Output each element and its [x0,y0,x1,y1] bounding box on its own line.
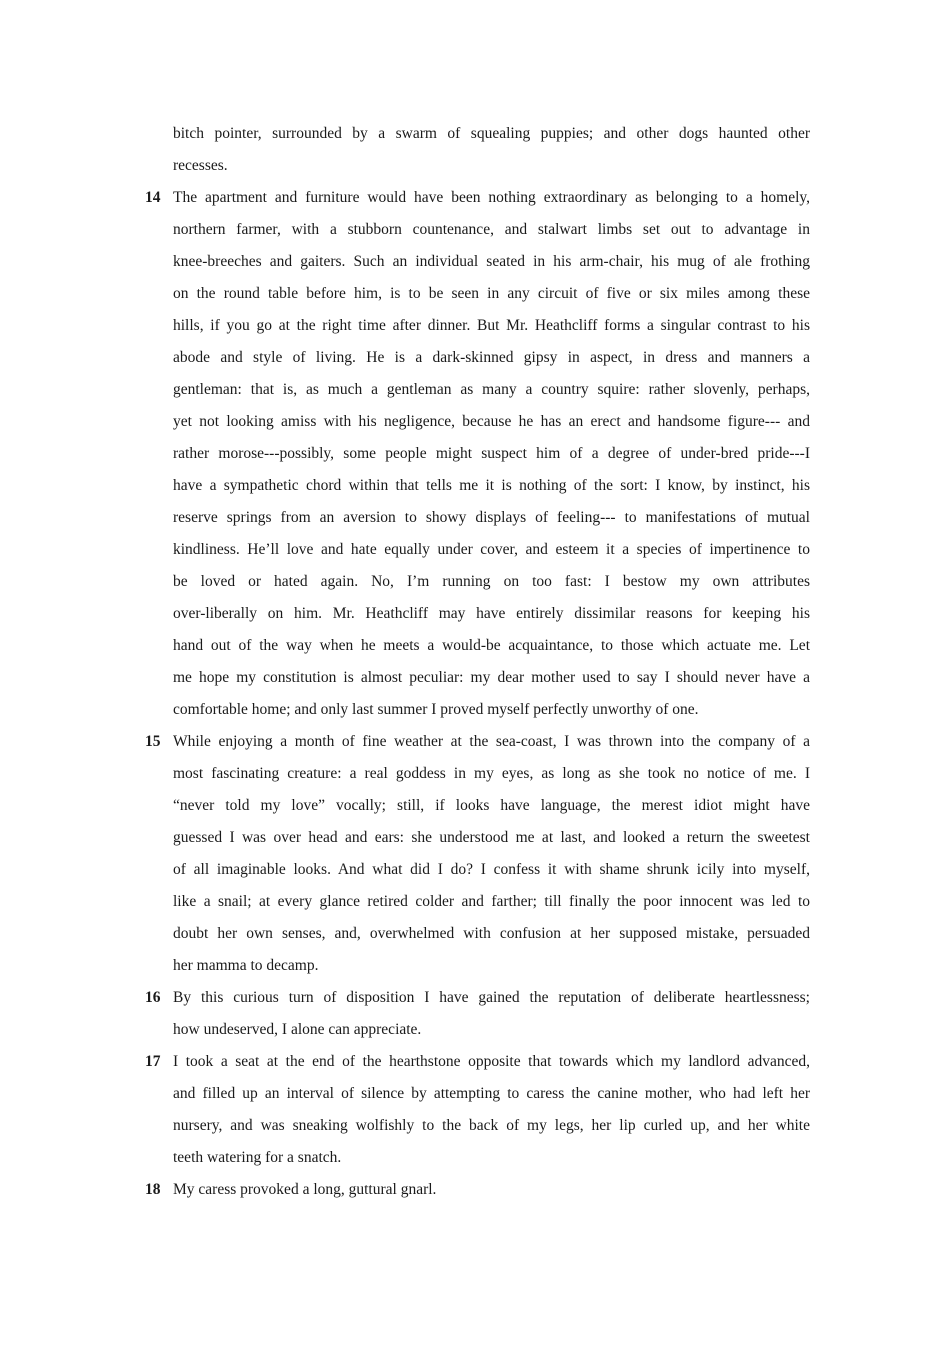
paragraph-16 [0,982,810,1046]
paragraph-number: 18 [145,1181,161,1198]
text-line: “never told my love” vocally; still, if looks have language, the merest idiot might have [173,797,810,814]
paragraph-17 [0,1046,810,1174]
text-line: her mamma to decamp. [173,957,319,974]
paragraph-continued [0,118,810,182]
text-line: reserve springs from an aversion to showy displays of feeling--- to manifestations of mutual [173,509,810,526]
text-line: rather morose---possibly, some people might suspect him of a degree of under-bred pride---I [173,445,810,462]
text-line: guessed I was over head and ears: she understood me at last, and looked a return the sweetest [173,829,810,846]
text-line: The apartment and furniture would have been nothing extraordinary as belonging to a homely, [173,189,810,206]
text-line: teeth watering for a snatch. [173,1149,342,1166]
text-line: be loved or hated again. No, I’m running on too fast: I bestow my own attributes [173,573,810,590]
text-line: hills, if you go at the right time after dinner. But Mr. Heathcliff forms a singular contrast to his [173,317,810,334]
text-line: abode and style of living. He is a dark-skinned gipsy in aspect, in dress and manners a [173,349,810,366]
text-line: gentleman: that is, as much a gentleman as many a country squire: rather slovenly, perhaps, [173,381,810,398]
paragraph-number: 17 [145,1053,161,1070]
text-line: have a sympathetic chord within that tells me it is nothing of the sort: I know, by instinct, his [173,477,810,494]
text-line: While enjoying a month of fine weather at the sea-coast, I was thrown into the company of a [173,733,810,750]
text-line: comfortable home; and only last summer I proved myself perfectly unworthy of one. [173,701,699,718]
text-line: how undeserved, I alone can appreciate. [173,1021,422,1038]
text-line: like a snail; at every glance retired colder and farther; till finally the poor innocent was led to [173,893,810,910]
text-line: and filled up an interval of silence by attempting to caress the canine mother, who had left her [173,1085,810,1102]
paragraph-number: 14 [145,189,161,206]
text-line: By this curious turn of disposition I have gained the reputation of deliberate heartlessness; [173,989,810,1006]
text-line: me hope my constitution is almost peculiar: my dear mother used to say I should never have a [173,669,810,686]
document-page [0,118,952,1206]
paragraph-number: 15 [145,733,161,750]
text-line: on the round table before him, is to be seen in any circuit of five or six miles among these [173,285,810,302]
text-line: of all imaginable looks. And what did I do? I confess it with shame shrunk icily into myself, [173,861,810,878]
text-line: over-liberally on him. Mr. Heathcliff may have entirely dissimilar reasons for keeping his [173,605,810,622]
text-line: doubt her own senses, and, overwhelmed with confusion at her supposed mistake, persuaded [173,925,810,942]
text-line: bitch pointer, surrounded by a swarm of squealing puppies; and other dogs haunted other [173,125,810,142]
text-line: hand out of the way when he meets a would-be acquaintance, to those which actuate me. Let [173,637,810,654]
text-line: I took a seat at the end of the hearthstone opposite that towards which my landlord advanced, [173,1053,810,1070]
text-line: kindliness. He’ll love and hate equally under cover, and esteem it a species of impertinence to [173,541,810,558]
text-line: nursery, and was sneaking wolfishly to the back of my legs, her lip curled up, and her white [173,1117,810,1134]
paragraph-18 [0,1174,810,1206]
paragraph-15 [0,726,810,982]
paragraph-number: 16 [145,989,161,1006]
text-line: most fascinating creature: a real goddess in my eyes, as long as she took no notice of me. I [173,765,810,782]
text-line: northern farmer, with a stubborn countenance, and stalwart limbs set out to advantage in [173,221,810,238]
text-line: My caress provoked a long, guttural gnarl. [173,1181,437,1198]
paragraph-14 [0,182,810,726]
text-line: yet not looking amiss with his negligence, because he has an erect and handsome figure--- and [173,413,810,430]
text-line: knee-breeches and gaiters. Such an individual seated in his arm-chair, his mug of ale frothing [173,253,810,270]
text-line: recesses. [173,157,228,174]
